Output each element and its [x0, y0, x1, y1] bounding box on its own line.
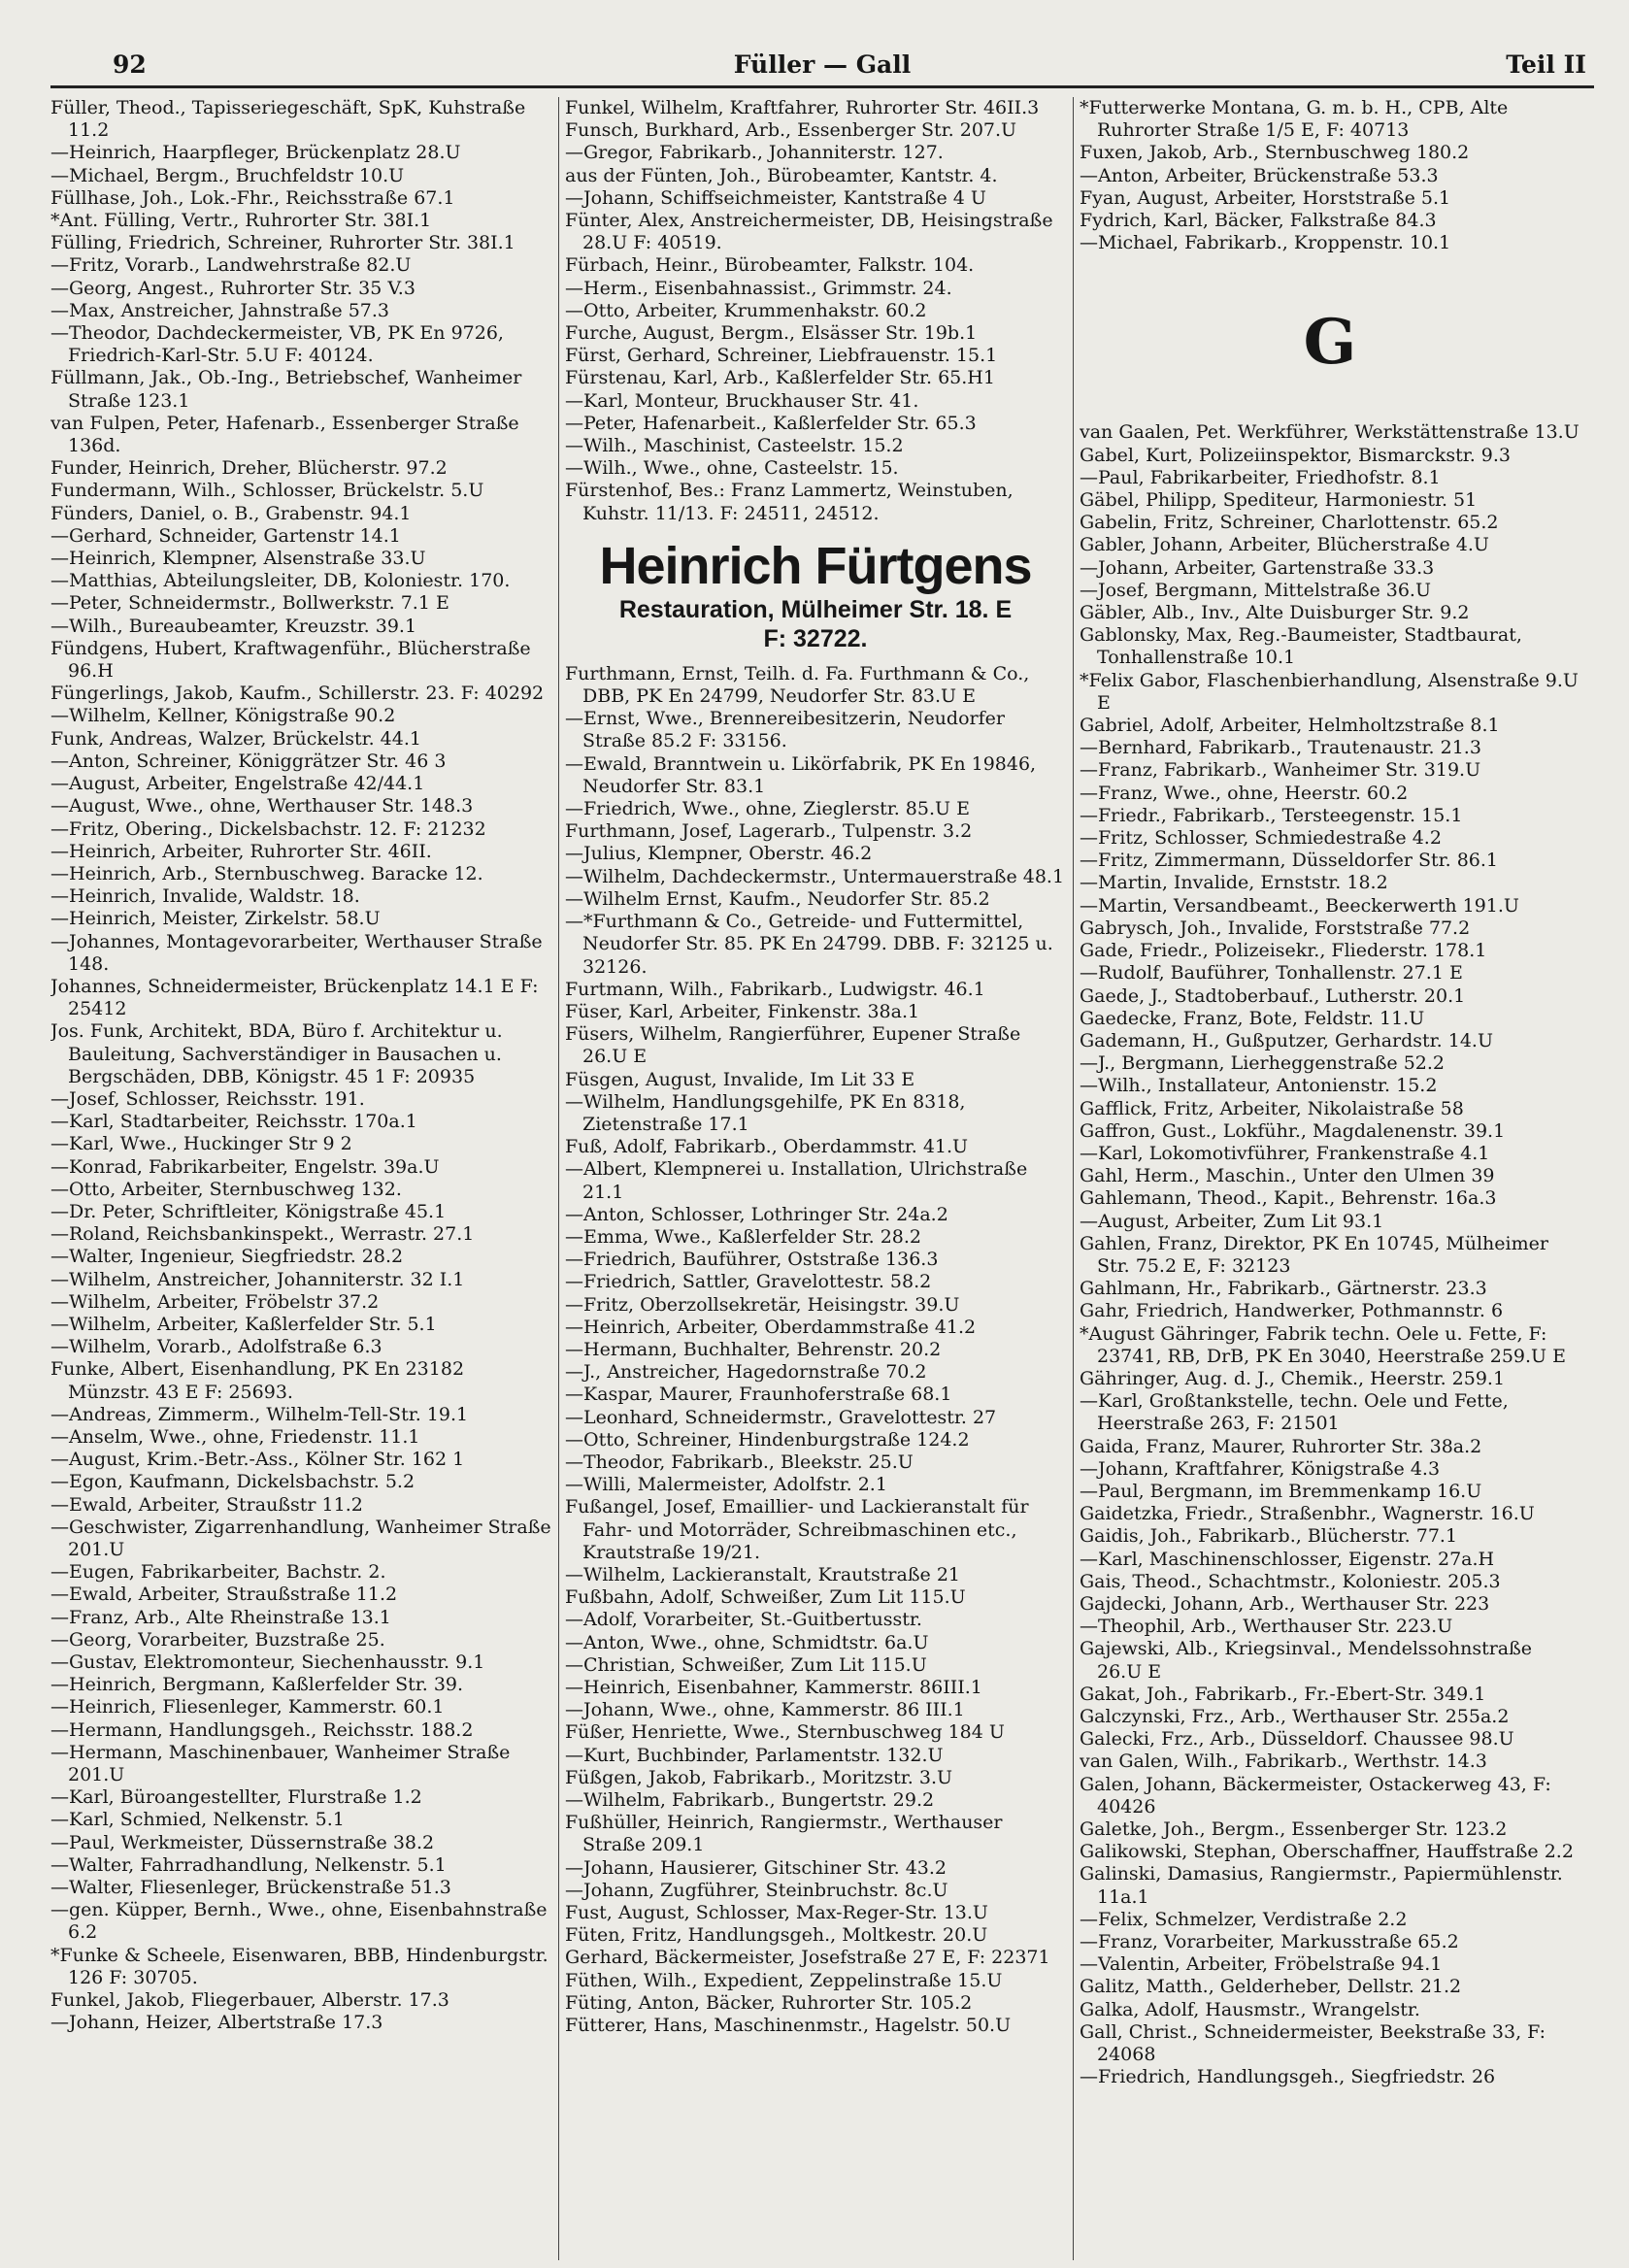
- directory-entry: Fuß, Adolf, Fabrikarb., Oberdammstr. 41.U: [565, 1136, 969, 1158]
- directory-entry: —Paul, Bergmann, im Bremmenkamp 16.U: [1080, 1480, 1482, 1502]
- directory-entry: Fütterer, Hans, Maschinenmstr., Hagelstr. 50.U: [565, 2015, 1012, 2037]
- directory-entry: —Anselm, Wwe., ohne, Friedenstr. 11.1: [50, 1425, 420, 1448]
- directory-entry: Galikowski, Stephan, Oberschaffner, Hauffstraße 2.2: [1080, 1841, 1574, 1863]
- directory-entry: Fußhüller, Heinrich, Rangiermstr., Werthauser Straße 209.1: [565, 1812, 1003, 1856]
- directory-entry: —Dr. Peter, Schriftleiter, Königstraße 45.1: [50, 1200, 447, 1222]
- directory-entry: —Paul, Werkmeister, Düssernstraße 38.2: [50, 1831, 435, 1853]
- directory-entry: Fußangel, Josef, Emaillier- und Lackieranstalt für Fahr- und Motorräder, Schreibmaschinen etc., Krautstraße 19/21.: [565, 1496, 1029, 1563]
- directory-entry: Gahlemann, Theod., Kapit., Behrenstr. 16a.3: [1080, 1187, 1497, 1210]
- directory-entry: —Michael, Bergm., Bruchfeldstr 10.U: [50, 164, 405, 186]
- directory-entry: Funsch, Burkhard, Arb., Essenberger Str. 207.U: [565, 119, 1017, 142]
- directory-entry: —Friedrich, Handlungsgeh., Siegfriedstr. 26: [1080, 2066, 1496, 2088]
- directory-entry: Gahl, Herm., Maschin., Unter den Ulmen 39: [1080, 1165, 1495, 1187]
- directory-entry: Gähringer, Aug. d. J., Chemik., Heerstr. 259.1: [1080, 1367, 1506, 1389]
- directory-entry: —Gustav, Elektromonteur, Siechenhausstr. 9.1: [50, 1651, 485, 1674]
- directory-entry: —Felix, Schmelzer, Verdistraße 2.2: [1080, 1908, 1408, 1930]
- directory-entry: Füllmann, Jak., Ob.-Ing., Betriebschef, Wanheimer Straße 123.1: [50, 367, 522, 412]
- directory-entry: Gaida, Franz, Maurer, Ruhrorter Str. 38a.2: [1080, 1435, 1482, 1457]
- directory-entry: *Funke & Scheele, Eisenwaren, BBB, Hindenburgstr. 126 F: 30705.: [50, 1944, 549, 1988]
- directory-entry: Fuxen, Jakob, Arb., Sternbuschweg 180.2: [1080, 142, 1470, 164]
- directory-entry: —Theodor, Dachdeckermeister, VB, PK En 9726, Friedrich-Karl-Str. 5.U F: 40124.: [50, 322, 504, 367]
- directory-entry: —Max, Anstreicher, Jahnstraße 57.3: [50, 299, 390, 321]
- directory-entry: —Franz, Wwe., ohne, Heerstr. 60.2: [1080, 782, 1409, 804]
- directory-entry: —Valentin, Arbeiter, Fröbelstraße 94.1: [1080, 1953, 1443, 1976]
- directory-entry: —Heinrich, Haarpfleger, Brückenplatz 28.U: [50, 142, 461, 164]
- directory-entry: —Eugen, Fabrikarbeiter, Bachstr. 2.: [50, 1561, 386, 1584]
- directory-entry: —Friedrich, Sattler, Gravelottestr. 58.2: [565, 1271, 932, 1293]
- directory-entry: —J., Anstreicher, Hagedornstraße 70.2: [565, 1361, 927, 1384]
- directory-entry: —Christian, Schweißer, Zum Lit 115.U: [565, 1653, 927, 1676]
- directory-entry: Füßgen, Jakob, Fabrikarb., Moritzstr. 3.U: [565, 1766, 953, 1788]
- directory-entry: Fünders, Daniel, o. B., Grabenstr. 94.1: [50, 502, 412, 524]
- directory-entry: Funder, Heinrich, Dreher, Blücherstr. 97.2: [50, 457, 448, 480]
- directory-entry: —Georg, Vorarbeiter, Buzstraße 25.: [50, 1628, 385, 1651]
- directory-entry: —Georg, Angest., Ruhrorter Str. 35 V.3: [50, 277, 416, 299]
- directory-entry: —Kurt, Buchbinder, Parlamentstr. 132.U: [565, 1744, 944, 1766]
- directory-entry: —Ewald, Arbeiter, Straußstraße 11.2: [50, 1584, 398, 1606]
- column-2: [565, 97, 1066, 2260]
- directory-entry: —gen. Küpper, Bernh., Wwe., ohne, Eisenbahnstraße 6.2: [50, 1899, 548, 1944]
- directory-entry: —Willi, Malermeister, Adolfstr. 2.1: [565, 1474, 887, 1496]
- advertisement-box: [565, 537, 1066, 653]
- directory-entry: —Wilhelm, Dachdeckermstr., Untermauerstraße 48.1: [565, 865, 1065, 887]
- directory-entry: —Wilhelm, Kellner, Königstraße 90.2: [50, 705, 396, 727]
- directory-entry: —Johann, Heizer, Albertstraße 17.3: [50, 2012, 383, 2034]
- directory-entry: Gabler, Johann, Arbeiter, Blücherstraße 4.U: [1080, 534, 1489, 556]
- directory-entry: —Friedrich, Wwe., ohne, Zieglerstr. 85.U E: [565, 798, 970, 820]
- directory-entry: —Franz, Vorarbeiter, Markusstraße 65.2: [1080, 1931, 1459, 1953]
- directory-entry: Gafflick, Fritz, Arbeiter, Nikolaistraße 58: [1080, 1097, 1464, 1119]
- directory-entry: Fußbahn, Adolf, Schweißer, Zum Lit 115.U: [565, 1586, 966, 1609]
- directory-entry: Gall, Christ., Schneidermeister, Beekstraße 33, F: 24068: [1080, 2020, 1546, 2066]
- directory-entry: Galetke, Joh., Bergm., Essenberger Str. 123.2: [1080, 1818, 1508, 1841]
- directory-entry: —Gerhard, Schneider, Gartenstr 14.1: [50, 524, 401, 547]
- directory-entry: Galen, Johann, Bäckermeister, Ostackerweg 43, F: 40426: [1080, 1773, 1551, 1818]
- directory-entry: —August, Arbeiter, Engelstraße 42/44.1: [50, 773, 425, 795]
- directory-entry: Furthmann, Ernst, Teilh. d. Fa. Furthmann & Co., DBB, PK En 24799, Neudorfer Str. 83.U E: [565, 662, 1030, 708]
- directory-entry: —Wilhelm, Vorarb., Adolfstraße 6.3: [50, 1336, 382, 1358]
- directory-entry: —Franz, Arb., Alte Rheinstraße 13.1: [50, 1606, 391, 1628]
- directory-entry: —Heinrich, Arb., Sternbuschweg. Baracke 12.: [50, 862, 483, 884]
- directory-entry: —Wilhelm, Handlungsgehilfe, PK En 8318, Zietenstraße 17.1: [565, 1090, 966, 1135]
- directory-entry: —Johann, Arbeiter, Gartenstraße 33.3: [1080, 556, 1435, 579]
- directory-entry: —Johann, Schiffseichmeister, Kantstraße 4 U: [565, 186, 986, 209]
- directory-entry: —Ernst, Wwe., Brennereibesitzerin, Neudorfer Straße 85.2 F: 33156.: [565, 708, 1005, 752]
- directory-entry: —Konrad, Fabrikarbeiter, Engelstr. 39a.U: [50, 1155, 440, 1178]
- directory-entry: Galczynski, Frz., Arb., Werthauser Str. 255a.2: [1080, 1706, 1510, 1727]
- directory-entry: Fürstenau, Karl, Arb., Kaßlerfelder Str. 65.H1: [565, 367, 995, 389]
- directory-entry: —Karl, Wwe., Huckinger Str 9 2: [50, 1133, 352, 1155]
- directory-entry: Furtmann, Wilh., Fabrikarb., Ludwigstr. 46.1: [565, 978, 985, 1000]
- directory-entry: Funkel, Wilhelm, Kraftfahrer, Ruhrorter Str. 46II.3: [565, 97, 1040, 118]
- directory-entry: aus der Fünten, Joh., Bürobeamter, Kantstr. 4.: [565, 164, 998, 186]
- directory-entry: —Adolf, Vorarbeiter, St.-Guitbertusstr.: [565, 1609, 922, 1631]
- directory-entry: Fydrich, Karl, Bäcker, Falkstraße 84.3: [1080, 210, 1437, 232]
- directory-entry: —Josef, Bergmann, Mittelstraße 36.U: [1080, 579, 1431, 601]
- directory-entry: —August, Krim.-Betr.-Ass., Kölner Str. 162 1: [50, 1449, 465, 1471]
- directory-entry: Füsers, Wilhelm, Rangierführer, Eupener Straße 26.U E: [565, 1023, 1021, 1068]
- directory-page: [50, 47, 1594, 2260]
- directory-entry: —Gregor, Fabrikarb., Johanniterstr. 127.: [565, 142, 944, 164]
- directory-entry: Füßer, Henriette, Wwe., Sternbuschweg 184 U: [565, 1721, 1005, 1744]
- directory-entry: —Egon, Kaufmann, Dickelsbachstr. 5.2: [50, 1471, 416, 1493]
- directory-entry: —Otto, Arbeiter, Sternbuschweg 132.: [50, 1178, 402, 1200]
- directory-entry: Gerhard, Bäckermeister, Josefstraße 27 E, F: 22371: [565, 1947, 1050, 1969]
- directory-entry: —Karl, Großtankstelle, techn. Oele und Fette, Heerstraße 263, F: 21501: [1080, 1390, 1509, 1435]
- directory-entry: —Fritz, Schlosser, Schmiedestraße 4.2: [1080, 827, 1442, 850]
- directory-entry: *Futterwerke Montana, G. m. b. H., CPB, Alte Ruhrorter Straße 1/5 E, F: 40713: [1080, 97, 1509, 142]
- directory-entry: —Franz, Fabrikarb., Wanheimer Str. 319.U: [1080, 759, 1481, 782]
- directory-entry: Gabriel, Adolf, Arbeiter, Helmholtzstraße 8.1: [1080, 715, 1500, 737]
- page-number: 92: [113, 50, 147, 79]
- directory-entry: —Michael, Fabrikarb., Kroppenstr. 10.1: [1080, 232, 1451, 254]
- directory-entry: —Fritz, Oberzollsekretär, Heisingstr. 39.U: [565, 1293, 960, 1316]
- directory-entry: van Galen, Wilh., Fabrikarb., Werthstr. 14.3: [1080, 1751, 1487, 1773]
- directory-entry: —Hermann, Buchhalter, Behrenstr. 20.2: [565, 1338, 942, 1360]
- directory-entry: Füngerlings, Jakob, Kaufm., Schillerstr. 23. F: 40292: [50, 683, 545, 705]
- directory-entry: —Karl, Stadtarbeiter, Reichsstr. 170a.1: [50, 1111, 417, 1133]
- directory-entry: —Heinrich, Eisenbahner, Kammerstr. 86III.1: [565, 1677, 982, 1698]
- directory-entry: —Albert, Klempnerei u. Installation, Ulrichstraße 21.1: [565, 1158, 1028, 1203]
- directory-entry: —Theodor, Fabrikarb., Bleekstr. 25.U: [565, 1451, 914, 1473]
- directory-entry: —Wilhelm, Arbeiter, Kaßlerfelder Str. 5.1: [50, 1313, 437, 1335]
- directory-entry: —Johann, Kraftfahrer, Königstraße 4.3: [1080, 1457, 1441, 1480]
- directory-entry: —Leonhard, Schneidermstr., Gravelottestr. 27: [565, 1406, 997, 1428]
- directory-entry: Galka, Adolf, Hausmstr., Wrangelstr.: [1080, 1998, 1420, 2020]
- directory-entry: —Heinrich, Arbeiter, Oberdammstraße 41.2: [565, 1316, 977, 1338]
- directory-entry: —Roland, Reichsbankinspekt., Werrastr. 27.1: [50, 1223, 475, 1246]
- directory-entry: van Gaalen, Pet. Werkführer, Werkstättenstraße 13.U: [1080, 421, 1579, 444]
- directory-entry: —Hermann, Maschinenbauer, Wanheimer Straße 201.U: [50, 1741, 511, 1786]
- directory-entry: —Ewald, Arbeiter, Straußstr 11.2: [50, 1493, 363, 1516]
- directory-entry: —Heinrich, Arbeiter, Ruhrorter Str. 46II.: [50, 840, 432, 862]
- directory-entry: Füten, Fritz, Handlungsgeh., Moltkestr. 20.U: [565, 1924, 988, 1947]
- directory-entry: —Walter, Fahrradhandlung, Nelkenstr. 5.1: [50, 1853, 447, 1876]
- directory-entry: —Heinrich, Meister, Zirkelstr. 58.U: [50, 908, 381, 930]
- directory-entry: Fundermann, Wilh., Schlosser, Brückelstr. 5.U: [50, 480, 484, 502]
- page-header: [50, 47, 1594, 88]
- directory-entry: Gade, Friedr., Polizeisekr., Fliederstr. 178.1: [1080, 940, 1487, 962]
- directory-entry: —Wilhelm, Lackieranstalt, Krautstraße 21: [565, 1563, 960, 1585]
- directory-entry: Furthmann, Josef, Lagerarb., Tulpenstr. 3.2: [565, 820, 973, 843]
- directory-entry: Gäbler, Alb., Inv., Alte Duisburger Str. 9.2: [1080, 602, 1470, 624]
- directory-entry: —August, Arbeiter, Zum Lit 93.1: [1080, 1210, 1384, 1232]
- directory-entry: Galitz, Matth., Gelderheber, Dellstr. 21.2: [1080, 1976, 1462, 1998]
- directory-entry: Fyan, August, Arbeiter, Horststraße 5.1: [1080, 186, 1451, 209]
- directory-entry: Gahlen, Franz, Direktor, PK En 10745, Mülheimer Str. 75.2 E, F: 32123: [1080, 1232, 1548, 1277]
- directory-entry: —Walter, Fliesenleger, Brückenstraße 51.3: [50, 1877, 451, 1899]
- entry-list-col3-bottom: [1080, 421, 1580, 2088]
- part-label: Teil II: [1506, 50, 1586, 79]
- directory-entry: —Friedr., Fabrikarb., Tersteegenstr. 15.1: [1080, 804, 1463, 826]
- column-3: [1080, 97, 1580, 2260]
- directory-entry: —Julius, Klempner, Oberstr. 46.2: [565, 843, 873, 865]
- directory-entry: —Fritz, Obering., Dickelsbachstr. 12. F: 21232: [50, 817, 486, 840]
- directory-entry: —Paul, Fabrikarbeiter, Friedhofstr. 8.1: [1080, 466, 1441, 488]
- directory-entry: Galinski, Damasius, Rangiermstr., Papiermühlenstr. 11a.1: [1080, 1863, 1563, 1908]
- directory-entry: Gaffron, Gust., Lokführ., Magdalenenstr. 39.1: [1080, 1119, 1506, 1142]
- directory-entry: —Fritz, Vorarb., Landwehrstraße 82.U: [50, 254, 412, 277]
- directory-entry: —Rudolf, Bauführer, Tonhallenstr. 27.1 E: [1080, 962, 1463, 984]
- directory-entry: —Josef, Schlosser, Reichsstr. 191.: [50, 1087, 365, 1110]
- directory-entry: —Emma, Wwe., Kaßlerfelder Str. 28.2: [565, 1225, 921, 1248]
- directory-entry: —Anton, Schlosser, Lothringer Str. 24a.2: [565, 1203, 948, 1225]
- entry-list-col1: [50, 97, 551, 2034]
- directory-entry: —Wilh., Maschinist, Casteelstr. 15.2: [565, 435, 904, 457]
- directory-entry: —Friedrich, Bauführer, Oststraße 136.3: [565, 1249, 939, 1271]
- directory-entry: Gäbel, Philipp, Spediteur, Harmoniestr. 51: [1080, 489, 1478, 512]
- advertisement-phone: F: 32722.: [763, 624, 868, 652]
- directory-entry: Fünter, Alex, Anstreichermeister, DB, Heisingstraße 28.U F: 40519.: [565, 210, 1053, 254]
- directory-entry: —J., Bergmann, Lierheggenstraße 52.2: [1080, 1052, 1445, 1075]
- directory-entry: —Herm., Eisenbahnassist., Grimmstr. 24.: [565, 277, 952, 299]
- advertisement-address: Restauration, Mülheimer Str. 18. E: [618, 595, 1013, 623]
- directory-entry: —Walter, Ingenieur, Siegfriedstr. 28.2: [50, 1246, 404, 1268]
- directory-entry: Gabelin, Fritz, Schreiner, Charlottenstr. 65.2: [1080, 512, 1499, 534]
- entry-list-col2-top: [565, 97, 1066, 525]
- directory-entry: —Martin, Invalide, Ernststr. 18.2: [1080, 872, 1388, 894]
- directory-entry: Gaidis, Joh., Fabrikarb., Blücherstr. 77.1: [1080, 1525, 1458, 1548]
- directory-entry: —Wilh., Installateur, Antonienstr. 15.2: [1080, 1075, 1438, 1097]
- directory-entry: *August Gähringer, Fabrik techn. Oele u. Fette, F: 23741, RB, DrB, PK En 3040, Heerstraße 259.U E: [1080, 1322, 1566, 1367]
- directory-entry: Fülling, Friedrich, Schreiner, Ruhrorter Str. 38I.1: [50, 232, 515, 254]
- entry-list-col3-top: [1080, 97, 1580, 254]
- directory-entry: Gabrysch, Joh., Invalide, Forststraße 77.2: [1080, 917, 1471, 939]
- directory-entry: —Heinrich, Fliesenleger, Kammerstr. 60.1: [50, 1696, 445, 1718]
- directory-entry: —Anton, Arbeiter, Brückenstraße 53.3: [1080, 164, 1439, 186]
- directory-entry: —Wilhelm, Anstreicher, Johanniterstr. 32 I.1: [50, 1268, 465, 1290]
- directory-entry: Furche, August, Bergm., Elsässer Str. 19b.1: [565, 322, 978, 345]
- directory-entry: —Peter, Schneidermstr., Bollwerkstr. 7.1 E: [50, 592, 449, 615]
- directory-entry: Johannes, Schneidermeister, Brückenplatz 14.1 E F: 25412: [50, 975, 539, 1020]
- directory-entry: —Karl, Lokomotivführer, Frankenstraße 4.1: [1080, 1142, 1490, 1164]
- directory-entry: —Otto, Arbeiter, Krummenhakstr. 60.2: [565, 299, 927, 321]
- directory-entry: —August, Wwe., ohne, Werthauser Str. 148.3: [50, 795, 474, 817]
- advertisement-name: Heinrich Fürtgens: [599, 536, 1032, 595]
- directory-entry: Füsgen, August, Invalide, Im Lit 33 E: [565, 1068, 915, 1090]
- directory-entry: —Johann, Zugführer, Steinbruchstr. 8c.U: [565, 1879, 948, 1901]
- directory-entry: —Anton, Schreiner, Königgrätzer Str. 46 3: [50, 750, 447, 772]
- section-letter-block: [1080, 306, 1580, 380]
- directory-entry: —Wilh., Bureaubeamter, Kreuzstr. 39.1: [50, 615, 417, 637]
- directory-entry: Gahlmann, Hr., Fabrikarb., Gärtnerstr. 23.3: [1080, 1278, 1487, 1300]
- directory-entry: Füthen, Wilh., Expedient, Zeppelinstraße 15.U: [565, 1969, 1003, 1991]
- directory-entry: —Karl, Schmied, Nelkenstr. 5.1: [50, 1809, 345, 1831]
- directory-entry: Funke, Albert, Eisenhandlung, PK En 23182 Münzstr. 43 E F: 25693.: [50, 1358, 465, 1403]
- directory-entry: Fürbach, Heinr., Bürobeamter, Falkstr. 104.: [565, 254, 975, 277]
- directory-entry: van Fulpen, Peter, Hafenarb., Essenberger Straße 136d.: [50, 412, 519, 457]
- directory-entry: —Otto, Schreiner, Hindenburgstraße 124.2: [565, 1428, 970, 1451]
- directory-entry: —Karl, Monteur, Bruckhauser Str. 41.: [565, 389, 919, 412]
- directory-entry: —Wilhelm, Arbeiter, Fröbelstr 37.2: [50, 1290, 380, 1313]
- directory-entry: Funk, Andreas, Walzer, Brückelstr. 44.1: [50, 727, 421, 750]
- directory-entry: —Bernhard, Fabrikarb., Trautenaustr. 21.3: [1080, 737, 1481, 759]
- directory-entry: Fürstenhof, Bes.: Franz Lammertz, Weinstuben, Kuhstr. 11/13. F: 24511, 24512.: [565, 480, 1014, 524]
- directory-entry: Gademann, H., Gußputzer, Gerhardstr. 14.U: [1080, 1029, 1493, 1051]
- directory-entry: —Martin, Versandbeamt., Beeckerwerth 191.U: [1080, 894, 1519, 917]
- directory-entry: Gajewski, Alb., Kriegsinval., Mendelssohnstraße 26.U E: [1080, 1638, 1533, 1683]
- directory-entry: Fündgens, Hubert, Kraftwagenführ., Blücherstraße 96.H: [50, 637, 531, 683]
- page-range-title: Füller — Gall: [733, 50, 912, 79]
- directory-entry: Gabel, Kurt, Polizeiinspektor, Bismarckstr. 9.3: [1080, 444, 1511, 466]
- directory-entry: —Heinrich, Klempner, Alsenstraße 33.U: [50, 548, 426, 570]
- directory-entry: —Hermann, Handlungsgeh., Reichsstr. 188.2: [50, 1718, 474, 1741]
- directory-entry: —Theophil, Arb., Werthauser Str. 223.U: [1080, 1616, 1453, 1638]
- directory-entry: Gahr, Friedrich, Handwerker, Pothmannstr. 6: [1080, 1300, 1504, 1322]
- directory-entry: Füting, Anton, Bäcker, Ruhrorter Str. 105.2: [565, 1991, 973, 2014]
- entry-list-col2-bottom: [565, 663, 1066, 2037]
- directory-entry: —Matthias, Abteilungsleiter, DB, Koloniestr. 170.: [50, 570, 511, 592]
- directory-entry: —Wilhelm Ernst, Kaufm., Neudorfer Str. 85.2: [565, 887, 990, 910]
- directory-entry: Gablonsky, Max, Reg.-Baumeister, Stadtbaurat, Tonhallenstraße 10.1: [1080, 624, 1522, 669]
- directory-entry: *Felix Gabor, Flaschenbierhandlung, Alsenstraße 9.U E: [1080, 669, 1579, 714]
- directory-entry: Füller, Theod., Tapisseriegeschäft, SpK, Kuhstraße 11.2: [50, 97, 526, 142]
- directory-entry: *Ant. Fülling, Vertr., Ruhrorter Str. 38I.1: [50, 210, 432, 232]
- directory-entry: —Peter, Hafenarbeit., Kaßlerfelder Str. 65.3: [565, 412, 977, 434]
- directory-entry: —Ewald, Branntwein u. Likörfabrik, PK En 19846, Neudorfer Str. 83.1: [565, 752, 1037, 797]
- directory-entry: Gaede, J., Stadtoberbauf., Lutherstr. 20.1: [1080, 984, 1466, 1007]
- directory-entry: —Johann, Wwe., ohne, Kammerstr. 86 III.1: [565, 1699, 965, 1721]
- directory-entry: Jos. Funk, Architekt, BDA, Büro f. Architektur u. Bauleitung, Sachverständiger in Bausachen u. Bergschäden, DBB, Königstr. 45 1 F: 20935: [50, 1020, 503, 1087]
- directory-entry: —Fritz, Zimmermann, Düsseldorfer Str. 86.1: [1080, 850, 1499, 872]
- directory-entry: —*Furthmann & Co., Getreide- und Futtermittel, Neudorfer Str. 85. PK En 24799. DBB. F: 32125 u. 32126.: [565, 911, 1053, 978]
- directory-entry: Füser, Karl, Arbeiter, Finkenstr. 38a.1: [565, 1000, 920, 1022]
- directory-entry: Gakat, Joh., Fabrikarb., Fr.-Ebert-Str. 349.1: [1080, 1683, 1486, 1705]
- directory-entry: Gais, Theod., Schachtmstr., Koloniestr. 205.3: [1080, 1570, 1501, 1592]
- directory-entry: Fust, August, Schlosser, Max-Reger-Str. 13.U: [565, 1902, 988, 1924]
- directory-entry: Funkel, Jakob, Fliegerbauer, Alberstr. 17.3: [50, 1989, 449, 2012]
- section-letter: G: [1303, 306, 1357, 380]
- directory-entry: —Johann, Hausierer, Gitschiner Str. 43.2: [565, 1856, 947, 1879]
- directory-entry: —Andreas, Zimmerm., Wilhelm-Tell-Str. 19.1: [50, 1403, 469, 1425]
- directory-entry: —Geschwister, Zigarrenhandlung, Wanheimer Straße 201.U: [50, 1516, 551, 1560]
- directory-entry: —Heinrich, Invalide, Waldstr. 18.: [50, 885, 360, 908]
- directory-entry: —Anton, Wwe., ohne, Schmidtstr. 6a.U: [565, 1631, 929, 1653]
- directory-entry: —Heinrich, Bergmann, Kaßlerfelder Str. 39.: [50, 1674, 464, 1696]
- directory-entry: —Karl, Maschinenschlosser, Eigenstr. 27a.H: [1080, 1548, 1495, 1570]
- directory-entry: Gaedecke, Franz, Bote, Feldstr. 11.U: [1080, 1007, 1425, 1029]
- directory-entry: —Kaspar, Maurer, Fraunhoferstraße 68.1: [565, 1384, 952, 1406]
- directory-entry: Gajdecki, Johann, Arb., Werthauser Str. 223: [1080, 1592, 1490, 1615]
- directory-entry: Füllhase, Joh., Lok.-Fhr., Reichsstraße 67.1: [50, 186, 455, 209]
- directory-entry: —Johannes, Montagevorarbeiter, Werthauser Straße 148.: [50, 930, 543, 975]
- directory-entry: Galecki, Frz., Arb., Düsseldorf. Chaussee 98.U: [1080, 1728, 1514, 1751]
- directory-entry: Fürst, Gerhard, Schreiner, Liebfrauenstr. 15.1: [565, 345, 998, 367]
- directory-entry: —Wilh., Wwe., ohne, Casteelstr. 15.: [565, 457, 899, 480]
- directory-entry: —Wilhelm, Fabrikarb., Bungertstr. 29.2: [565, 1789, 935, 1812]
- column-1: [50, 97, 551, 2260]
- directory-entry: —Karl, Büroangestellter, Flurstraße 1.2: [50, 1786, 422, 1809]
- directory-entry: Gaidetzka, Friedr., Straßenbhr., Wagnerstr. 16.U: [1080, 1503, 1535, 1525]
